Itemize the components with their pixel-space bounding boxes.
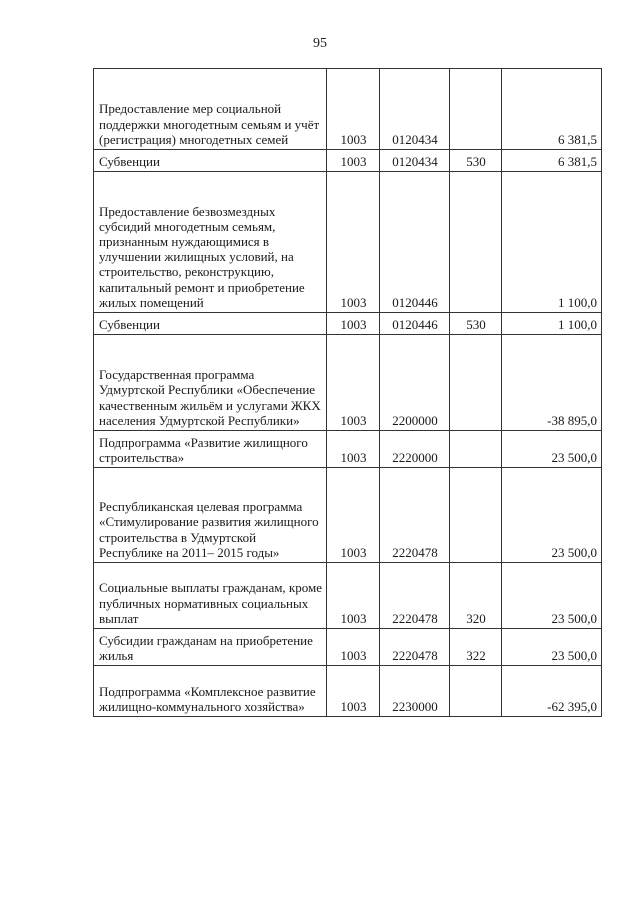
row-amount: 23 500,0 (502, 468, 602, 563)
row-name: Подпрограмма «Комплексное развитие жилищно-коммунального хозяйства» (94, 666, 327, 717)
row-section-code: 1003 (327, 666, 380, 717)
row-section-code: 1003 (327, 563, 380, 629)
table-row (94, 313, 602, 335)
row-target-article: 2200000 (380, 335, 450, 431)
row-name: Социальные выплаты гражданам, кроме публичных нормативных социальных выплат (94, 563, 327, 629)
row-section-code: 1003 (327, 313, 380, 335)
row-amount: 23 500,0 (502, 563, 602, 629)
page-number: 95 (313, 36, 327, 51)
row-target-article: 2220478 (380, 629, 450, 666)
row-target-article: 0120446 (380, 313, 450, 335)
row-target-article: 0120434 (380, 69, 450, 150)
budget-table (93, 68, 602, 717)
row-section-code: 1003 (327, 335, 380, 431)
row-section-code: 1003 (327, 69, 380, 150)
row-target-article: 2220478 (380, 468, 450, 563)
row-expense-type (450, 431, 502, 468)
row-section-code: 1003 (327, 431, 380, 468)
row-name: Государственная программа Удмуртской Республики «Обеспечение качественным жильём и услугами ЖКХ населения Удмуртской Республики» (94, 335, 327, 431)
table-row (94, 666, 602, 717)
table-row (94, 563, 602, 629)
row-name: Предоставление безвозмездных субсидий многодетным семьям, признанным нуждающимися в улучшении жилищных условий, на строительство, реконструкцию, капитальный ремонт и приобретение жилых помещений (94, 172, 327, 313)
row-section-code: 1003 (327, 629, 380, 666)
row-expense-type: 322 (450, 629, 502, 666)
table-row (94, 335, 602, 431)
row-amount: 1 100,0 (502, 313, 602, 335)
row-amount: 23 500,0 (502, 431, 602, 468)
table-row (94, 629, 602, 666)
row-name: Республиканская целевая программа «Стимулирование развития жилищного строительства в Удмуртской Республике на 2011– 2015 годы» (94, 468, 327, 563)
row-expense-type (450, 172, 502, 313)
row-section-code: 1003 (327, 468, 380, 563)
row-expense-type (450, 468, 502, 563)
row-target-article: 2220000 (380, 431, 450, 468)
row-amount: -62 395,0 (502, 666, 602, 717)
row-target-article: 2220478 (380, 563, 450, 629)
table-row (94, 468, 602, 563)
row-target-article: 0120434 (380, 150, 450, 172)
row-amount: 23 500,0 (502, 629, 602, 666)
row-expense-type: 530 (450, 150, 502, 172)
row-amount: 6 381,5 (502, 150, 602, 172)
row-expense-type (450, 666, 502, 717)
row-amount: 1 100,0 (502, 172, 602, 313)
row-section-code: 1003 (327, 150, 380, 172)
table-row (94, 431, 602, 468)
table-row (94, 69, 602, 150)
row-name: Предоставление мер социальной поддержки многодетным семьям и учёт (регистрация) многодетных семей (94, 69, 327, 150)
row-name: Подпрограмма «Развитие жилищного строительства» (94, 431, 327, 468)
row-name: Субвенции (94, 150, 327, 172)
table-row (94, 172, 602, 313)
row-expense-type (450, 335, 502, 431)
row-target-article: 2230000 (380, 666, 450, 717)
row-amount: 6 381,5 (502, 69, 602, 150)
table-row (94, 150, 602, 172)
row-expense-type: 530 (450, 313, 502, 335)
row-name: Субсидии гражданам на приобретение жилья (94, 629, 327, 666)
row-target-article: 0120446 (380, 172, 450, 313)
row-expense-type (450, 69, 502, 150)
row-amount: -38 895,0 (502, 335, 602, 431)
row-expense-type: 320 (450, 563, 502, 629)
row-name: Субвенции (94, 313, 327, 335)
row-section-code: 1003 (327, 172, 380, 313)
